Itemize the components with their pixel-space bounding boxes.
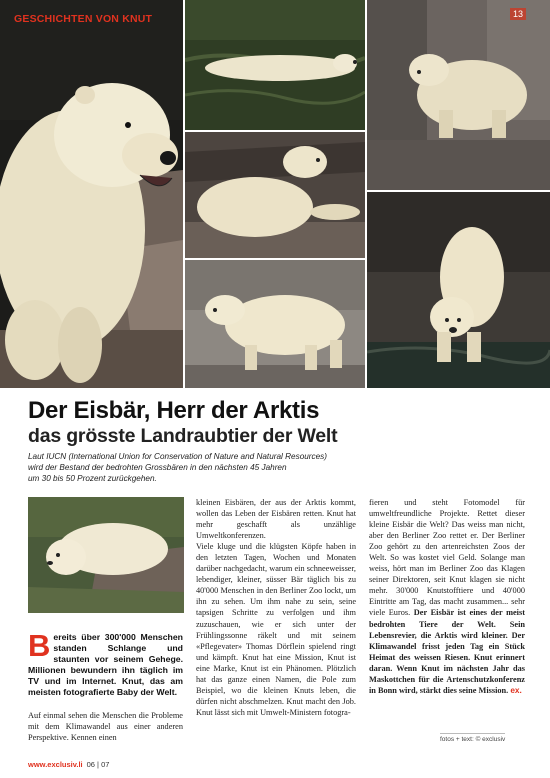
body-paragraph: Viele kluge und die klügsten Köpfe haben in den letzten Tagen, Wochen und Monaten darüber nachgedacht, warum ein schneeweisser, lebendiger, kleiner, süsser Bär täglich bis zu 40'000 Menschen in den Berliner Zoo lockt, um ihn zu sehen. Um ihm nahe zu sein, seine tapsigen Schritte zu verfolgen und ihm zuzuschauen, wie er sich unter der Frühlingssonne räkelt und mit seinem «Pflegevater» Thomas Dörflein spielend ringt und kämpft. Knut hat eine Mission, Knut ist eine Marke, Knut ist ein Phänomen. Plötzlich hat das ganze einen Namen, die Pole zum Beispiel, wo die kleinen Knuts leben, die dürfen nicht abschmelzen. Knut macht den Job. Knut lässt sich mit Umwelt-Ministern fotogra- xyxy=(196,542,356,717)
article-intro xyxy=(28,451,358,485)
body-text-bold: Der Eisbär ist eines der meist bedrohten Tiere der Welt. Sein Lebensrevier, die Arktis wird kleiner. Der Klimawandel frisst jeden Tag ein Stück Heimat des weissen Riesen. Knut erinnert daran. Wenn Knut im nächsten Jahr das Maskottchen für die Artenschutzkonferenz in Bonn wird, stärkt dies seine Mission. xyxy=(369,608,525,695)
article-headline: Der Eisbär, Herr der Arktis xyxy=(28,397,320,424)
photo-knut-cub xyxy=(28,497,184,613)
photo-bear-lying xyxy=(185,132,365,258)
intro-line: um 30 bis 50 Prozent zurückgehen. xyxy=(28,474,157,484)
article-column-1 xyxy=(28,628,183,743)
body-paragraph xyxy=(369,497,525,696)
end-mark: ex. xyxy=(510,684,522,695)
photo-bear-in-water xyxy=(367,192,550,388)
body-text: fieren und steht Fotomodel für umweltfreundliche Projekte. Rettet dieser kleine Eisbär die Welt? Das weiss man nicht, aber den Berliner Zoo rettet er. Der Berliner Zoo gehört zu den artenreichsten Zoos der Welt. So was kostet viel Geld. Solange man weiss, hört man im Berliner Zoo das Klagen seiner Direktoren, seit Knut klagen sie nicht mehr. 30'000 Knutstofftiere und 40'000 Eintritte am Tag, das macht zusammen... sehr viele Euros. xyxy=(369,498,525,618)
footer-page-numbers: 06 | 07 xyxy=(86,760,110,769)
photo-bear-on-rocks xyxy=(367,0,550,190)
photo-credit: fotos + text: © exclusiv xyxy=(440,733,505,743)
body-paragraph: kleinen Eisbären, der aus der Arktis kommt, wollen das Leben der Eisbären retten. Knut hat mehr geschafft als unzählige Umweltkonferenzen. xyxy=(196,498,356,541)
intro-line: Laut IUCN (International Union for Conservation of Nature and Natural Resources) xyxy=(28,452,327,461)
section-label: GESCHICHTEN VON KNUT xyxy=(14,13,153,25)
page-number: 13 xyxy=(510,8,526,20)
lead-text: ereits über 300'000 Menschen standen Schlange und staunten vor seinem Gehege. Millionen bewundern ihn täglich im TV und im Internet. Knut, das am meisten fotografierte Baby der Welt. xyxy=(28,632,183,698)
photo-bear-swimming xyxy=(185,0,365,130)
body-paragraph: Auf einmal sehen die Menschen die Probleme mit dem Klimawandel aus einer anderen Perspektive. Kennen einen xyxy=(28,710,183,742)
lead-paragraph xyxy=(28,628,183,699)
dropcap: B xyxy=(28,628,51,663)
photo-bear-standing-closeup xyxy=(0,0,183,388)
photo-bear-walking xyxy=(185,260,365,388)
article-subheadline: das grösste Landraubtier der Welt xyxy=(28,425,338,447)
article-column-2 xyxy=(196,497,356,718)
page-footer xyxy=(28,760,109,769)
intro-line: wird der Bestand der bedrohten Grossbären in den nächsten 45 Jahren xyxy=(28,463,287,473)
footer-website-link[interactable]: www.exclusiv.li xyxy=(28,760,83,769)
article-column-3 xyxy=(369,497,525,696)
